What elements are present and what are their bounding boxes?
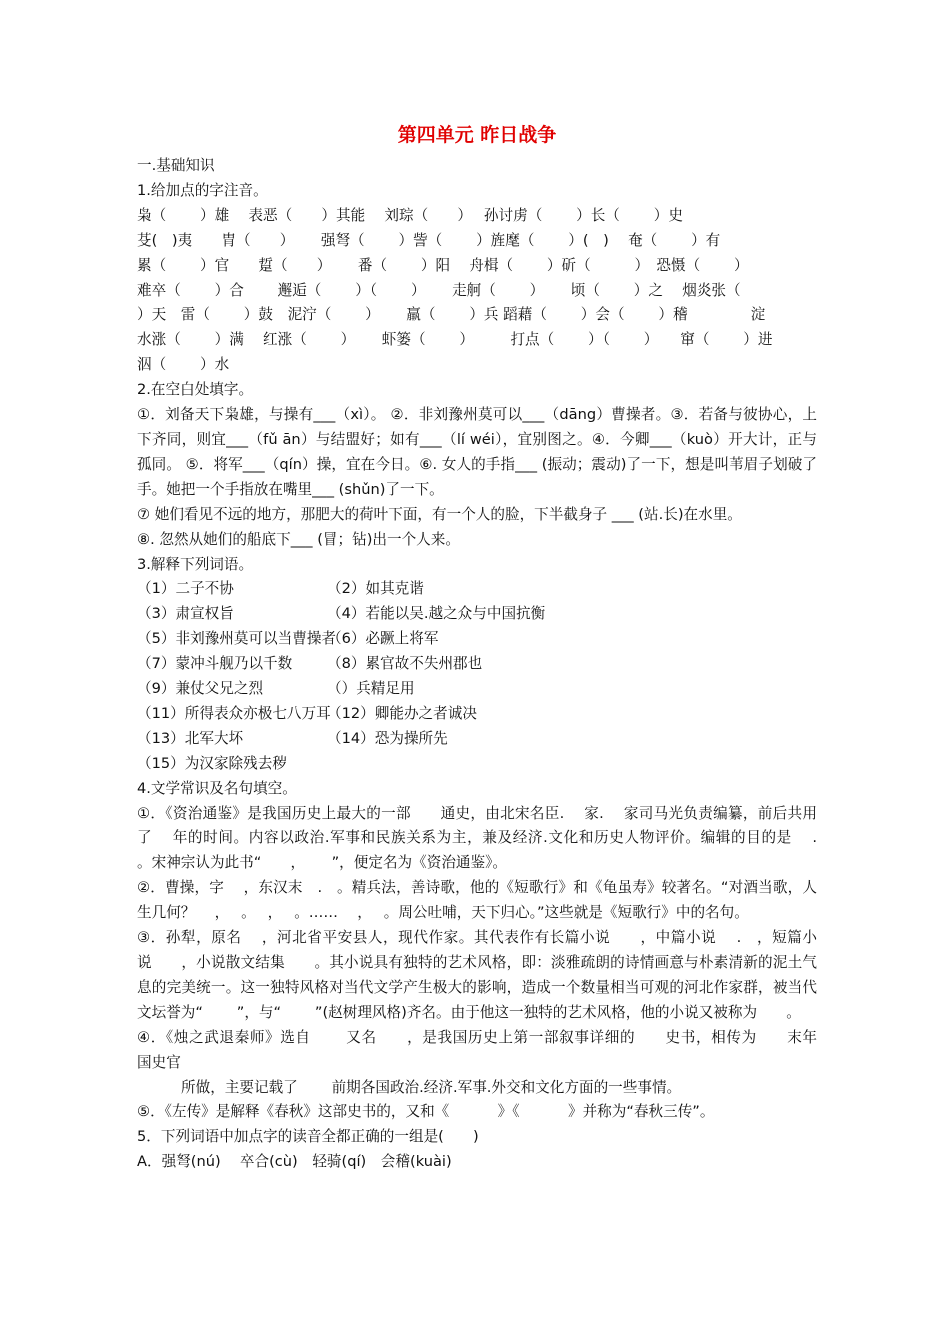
q3-row (137, 627, 817, 652)
q3-term: （11）所得表众亦极七八万耳 (137, 704, 331, 722)
q3-term: （9）兼仗父兄之烈 (137, 680, 264, 698)
q3-row (137, 677, 817, 702)
q4-heading: 4.文学常识及名句填空。 (137, 779, 297, 797)
q3-term: （6）必蹶上将军 (327, 630, 439, 648)
document-page (137, 118, 837, 1175)
q1-line: 枭（ ）雄 表恶（ ）其能 刘琮（ ） 孙讨虏（ ）长（ ）史 (137, 206, 683, 224)
q3-row (137, 702, 817, 727)
q2-item-8: ⑧. 忽然从她们的船底下___ (冒；钻)出一个人来。 (137, 530, 460, 548)
q4-item-3: ③．孙犁，原名 ，河北省平安县人，现代作家。其代表作有长篇小说 ，中篇小说 . ，短篇小说 ，小说散文结集 。其小说具有独特的艺术风格，即：淡雅疏朗的诗情画意与朴素清新的泥土气息的完美统一。这一独特风格对当代文学产生极大的影响，造成一个数量相当可观的河北作家群，被当代文坛誉为“ ”，与“ ”(赵树理风格)齐名。由于他这一独特的艺术风格，他的小说又被称为 。 (137, 929, 817, 1021)
q1-line: 水涨（ ）满 红涨（ ） 虾篓（ ） 打点（ ）（ ） 窜（ ）进 (137, 331, 773, 349)
q3-row (137, 727, 817, 752)
q3-term: （7）蒙冲斗舰乃以千数 (137, 655, 293, 673)
q3-term: （5）非刘豫州莫可以当曹操者 (137, 630, 337, 648)
q3-term: （12）卿能办之者诚决 (327, 704, 477, 722)
q3-heading: 3.解释下列词语。 (137, 555, 254, 573)
q3-term: （15）为汉家除残去秽 (137, 754, 287, 772)
q3-term: （13）北军大坏 (137, 729, 244, 747)
q4-item-4: ④．《烛之武退秦师》选自 又名 ，是我国历史上第一部叙事详细的 史书，相传为 末年 国史官 (137, 1028, 837, 1071)
q3-term: （4）若能以吴.越之众与中国抗衡 (327, 605, 546, 623)
q4-item-1: ①．《资治通鉴》是我国历史上最大的一部 通史，由北宋名臣. 家. 家司马光负责编纂，前后共用了 年的时间。内容以政治.军事和民族关系为主，兼及经济.文化和历史人物评价。编辑的目的是 . 。宋神宗认为此书“ ， ”，便定名为《资治通鉴》。 (137, 804, 837, 872)
q2-heading: 2.在空白处填字。 (137, 381, 254, 399)
q3-list (137, 577, 817, 776)
q1-body (137, 204, 817, 378)
q4-item-4-cont: 所做，主要记载了 前期各国政治.经济.军事.外交和文化方面的一些事情。 (181, 1078, 682, 1096)
q3-row (137, 602, 817, 627)
q1-line: 芟( )夷 胄（ ） 强弩（ ）訾（ ）旌麾（ ）( ) 奄（ ）有 (137, 231, 721, 249)
q5-option-a: A．强弩(nú) 卒合(cù) 轻骑(qí) 会稽(kuài) (137, 1153, 452, 1171)
section-heading: 一.基础知识 (137, 157, 215, 174)
q3-term: （3）肃宣权旨 (137, 605, 234, 623)
q2-item-7: ⑦ 她们看见不远的地方，那肥大的荷叶下面，有一个人的脸，下半截身子 ___ (站.长)在水里。 (137, 505, 742, 523)
q1-line: 累（ ）官 踅（ ） 番（ ）阳 舟楫（ ）斫（ ） 恐慑（ ） (137, 256, 749, 274)
q5-heading: 5．下列词语中加点字的读音全都正确的一组是( ) (137, 1128, 479, 1146)
q1-line: ）天 雷（ ）鼓 泥泞（ ） 羸（ ）兵 蹈藉（ ）会（ ）稽 淀 (137, 306, 766, 324)
q4-item-2: ②．曹操，字 ，东汉末 . 。精兵法，善诗歌，他的《短歌行》和《龟虽寿》较著名。“对酒当歌，人生几何？ ， 。 ， 。…… ， 。周公吐哺，天下归心。”这些就是《短歌行》中的名句。 (137, 879, 817, 922)
q3-term: （1）二子不协 (137, 580, 234, 598)
q3-term: （2）如其克谐 (327, 580, 424, 598)
q1-heading: 1.给加点的字注音。 (137, 181, 268, 199)
q1-line: 泅（ ）水 (137, 356, 230, 374)
q3-term: （8）累官故不失州郡也 (327, 655, 483, 673)
q3-term: （14）恐为操所先 (327, 729, 448, 747)
q3-row (137, 577, 817, 602)
q3-row (137, 652, 817, 677)
q3-term: （）兵精足用 (327, 680, 415, 698)
page-title: 第四单元 昨日战争 (397, 124, 557, 146)
q4-item-5: ⑤．《左传》是解释《春秋》这部史书的，又和《 》《 》并称为“春秋三传”。 (137, 1103, 715, 1121)
q2-text: ①．刘备天下枭雄，与操有___（xì）。 ②．非刘豫州莫可以___（dāng）曹操者。③．若备与彼协心，上下齐同，则宜___（fǔ ān）与结盟好；如有___（lí wéi），宜别图之。④．今卿___（kuò）开大计，正与孤同。 ⑤．将军___（qín）操，宜在今日。⑥. 女人的手指___ (振动；震动)了一下，想是叫苇眉子划破了手。她把一个手指放在嘴里___ (shǔn)了一下。 (137, 406, 817, 498)
q1-line: 难卒（ ）合 邂逅（ ）（ ） 走舸（ ） 顷（ ）之 烟炎张（ (137, 281, 741, 299)
